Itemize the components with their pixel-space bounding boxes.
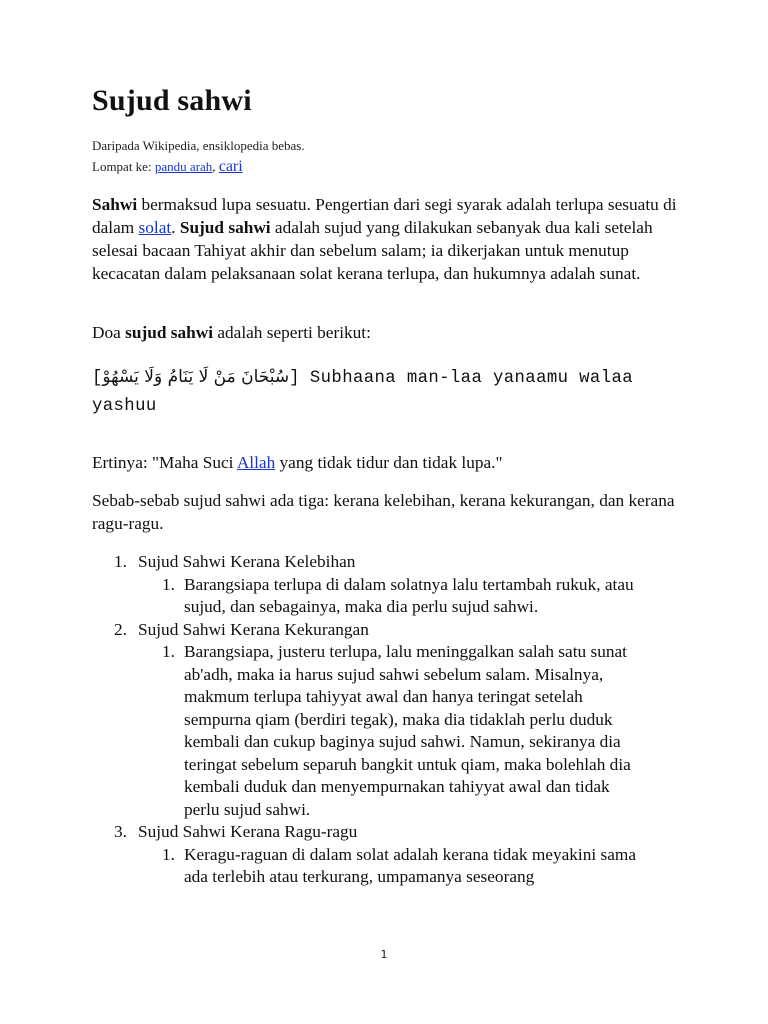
term-sujud-sahwi: Sujud sahwi xyxy=(179,218,271,237)
doa-text-block xyxy=(92,363,692,421)
page-number: 1 xyxy=(380,948,388,961)
intro-paragraph xyxy=(92,193,682,285)
sub-list-item-number: 1. xyxy=(162,642,175,661)
jump-separator: , xyxy=(212,159,219,174)
jump-to-line xyxy=(92,158,243,176)
navigation-link[interactable]: pandu arah xyxy=(154,159,213,174)
doa-arabic-text: سُبْحَانَ مَنْ لَا يَنَامُ وَلَا يَسْهُوْ xyxy=(102,367,290,387)
doa-open-bracket: [ xyxy=(92,369,103,388)
page-title: Sujud sahwi xyxy=(92,84,252,117)
doa-intro-text-2: adalah seperti berikut: xyxy=(213,323,371,342)
term-sahwi: Sahwi xyxy=(92,195,138,214)
list-item-number: 2. xyxy=(114,619,127,639)
doa-intro-bold: sujud sahwi xyxy=(125,323,214,342)
jump-prefix: Lompat ke: xyxy=(92,159,155,174)
doa-intro-paragraph xyxy=(92,321,682,344)
list-item xyxy=(92,619,692,822)
sub-list-item xyxy=(138,641,649,821)
intro-text-2: . xyxy=(171,218,180,237)
meaning-text-1: Ertinya: "Maha Suci xyxy=(92,453,237,472)
list-item xyxy=(92,551,692,619)
doa-intro-text-1: Doa xyxy=(92,323,126,342)
sub-list-item-text: Barangsiapa terlupa di dalam solatnya lalu tertambah rukuk, atau sujud, dan sebagainya, maka dia perlu sujud sahwi. xyxy=(184,574,634,616)
sub-list xyxy=(138,641,692,821)
sub-list xyxy=(138,844,692,889)
doa-close-bracket: ] xyxy=(289,369,300,388)
meaning-text-2: yang tidak tidur dan tidak lupa." xyxy=(275,453,503,472)
sub-list xyxy=(138,574,692,619)
sub-list-item xyxy=(138,844,649,889)
list-item-label: Sujud Sahwi Kerana Kekurangan xyxy=(138,619,369,639)
causes-list xyxy=(92,551,692,889)
list-item-label: Sujud Sahwi Kerana Ragu-ragu xyxy=(138,822,358,841)
intro-text-1: bermaksud lupa sesuatu. Pengertian dari segi syarak adalah terlupa sesuatu di dalam xyxy=(92,195,677,237)
intro-text-3: adalah sujud yang dilakukan sebanyak dua kali setelah selesai bacaan Tahiyat akhir dan sebelum salam; ia dikerjakan untuk menutup kecacatan dalam pelaksanaan solat kerana terlupa, dan hukumnya adalah sunat. xyxy=(92,218,653,283)
causes-paragraph: Sebab-sebab sujud sahwi ada tiga: kerana kelebihan, kerana kekurangan, dan kerana ragu-ragu. xyxy=(92,491,675,533)
list-item-number: 1. xyxy=(114,552,127,571)
list-item xyxy=(92,821,692,889)
sub-list-item-text: Keragu-raguan di dalam solat adalah kerana tidak meyakini sama ada terlebih atau terkurang, umpamanya seseorang xyxy=(184,844,637,886)
meaning-paragraph xyxy=(92,451,682,474)
sub-list-item-number: 1. xyxy=(162,574,175,594)
list-item-number: 3. xyxy=(114,822,127,841)
sub-list-item-number: 1. xyxy=(162,844,175,864)
solat-link[interactable]: solat xyxy=(138,218,172,237)
allah-link[interactable]: Allah xyxy=(236,453,276,472)
source-line: Daripada Wikipedia, ensiklopedia bebas. xyxy=(92,138,305,153)
search-link[interactable]: cari xyxy=(218,158,243,175)
sub-list-item-text: Barangsiapa, justeru terlupa, lalu meninggalkan salah satu sunat ab'adh, maka ia harus sujud sahwi sebelum salam. Misalnya, makmum terlupa tahiyyat awal dan hanya teringat setelah sempurna qiam (berdiri tegak), maka dia tidaklah perlu duduk kembali dan cukup baginya sujud sahwi. Namun, sekiranya dia teringat sebelum separuh bangkit untuk qiam, maka bolehlah dia kembali duduk dan menyempurnakan tahiyyat awal dan tidak perlu sujud sahwi. xyxy=(184,642,631,819)
sub-list-item xyxy=(138,574,649,619)
doa-transliteration: Subhaana man-laa yanaamu walaa yashuu xyxy=(92,369,633,416)
list-item-label: Sujud Sahwi Kerana Kelebihan xyxy=(138,552,356,571)
